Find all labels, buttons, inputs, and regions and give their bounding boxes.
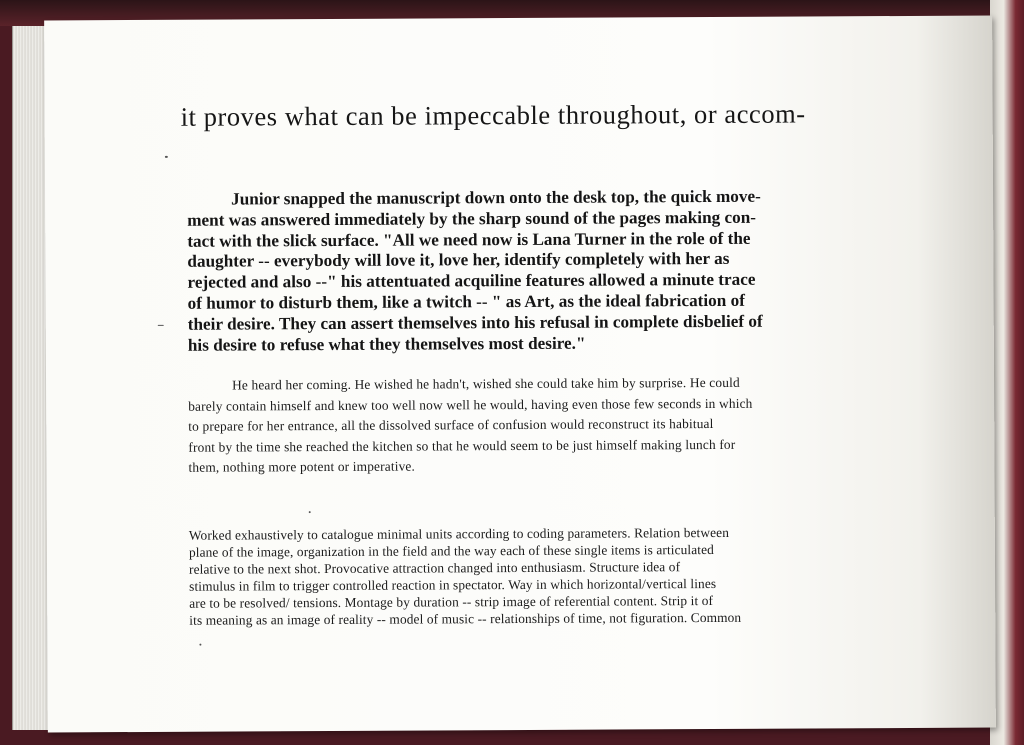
ink-speck — [158, 325, 164, 326]
heading-line: it proves what can be impeccable throughout, or accom- — [180, 98, 806, 132]
bold-paragraph-line: his desire to refuse what they themselves most desire." — [187, 333, 586, 355]
bold-paragraph-line: daughter -- everybody will love it, love her, identify completely with her as — [187, 249, 730, 272]
paragraph-two-line: them, nothing more potent or imperative. — [188, 458, 416, 475]
paragraph-two-line: He heard her coming. He wished he hadn't, wished she could take him by surprise. He could — [232, 374, 740, 393]
ink-speck — [165, 156, 168, 158]
ink-speck — [309, 511, 311, 513]
paragraph-three-line: stimulus in film to trigger controlled reaction in spectator. Way in which horizontal/vertical lines — [189, 575, 717, 594]
bold-paragraph — [187, 186, 936, 356]
paragraph-three-line: its meaning as an image of reality -- model of music -- relationships of time, not figuration. Common — [189, 609, 742, 628]
paragraph-three-line: plane of the image, organization in the field and the way each of these single items is articulated — [188, 541, 714, 560]
book-page — [44, 16, 996, 733]
bold-paragraph-line: their desire. They can assert themselves into his refusal in complete disbelief of — [187, 311, 763, 334]
ink-speck — [199, 644, 201, 646]
bold-paragraph-line: ment was answered immediately by the sharp sound of the pages making con- — [187, 207, 757, 230]
bold-paragraph-line: tact with the slick surface. "All we need now is Lana Turner in the role of the — [187, 228, 751, 251]
paragraph-two — [188, 372, 937, 478]
bold-paragraph-line: rejected and also --" his attentuated acquiline features allowed a minute trace — [187, 269, 756, 292]
paragraph-two-line: front by the time she reached the kitchen so that he would seem to be just himself making lunch for — [188, 436, 736, 455]
paragraph-two-line: to prepare for her entrance, all the dissolved surface of confusion would reconstruct its habitual — [188, 415, 714, 434]
bold-paragraph-line: of humor to disturb them, like a twitch -- " as Art, as the ideal fabrication of — [187, 290, 745, 313]
paragraph-three-line: relative to the next shot. Provocative attraction changed into enthusiasm. Structure idea of — [188, 559, 681, 577]
paragraph-three — [189, 523, 942, 629]
paragraph-three-line: Worked exhaustively to catalogue minimal units according to coding parameters. Relation between — [188, 524, 730, 543]
paragraph-three-line: are to be resolved/ tensions. Montage by duration -- strip image of referential content. Strip it of — [189, 592, 714, 611]
paragraph-two-line: barely contain himself and knew too well now well he would, having even those few seconds in which — [188, 395, 753, 414]
bold-paragraph-line: Junior snapped the manuscript down onto the desk top, the quick move- — [231, 186, 761, 209]
